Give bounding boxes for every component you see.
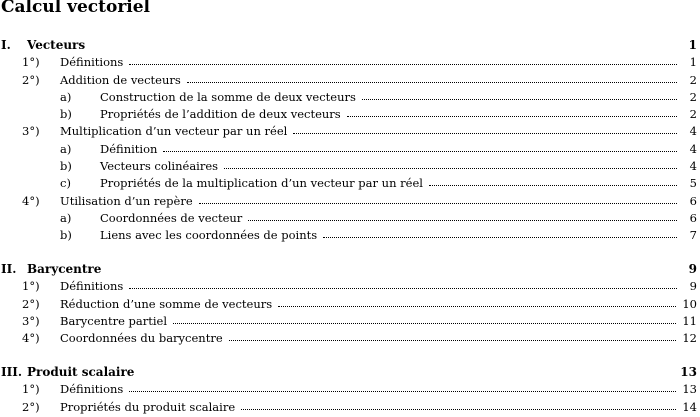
entry-number: c) <box>60 176 71 190</box>
page-number: 11 <box>682 314 697 328</box>
page-number: 13 <box>680 365 697 379</box>
toc-subentry[interactable] <box>0 208 697 225</box>
toc-entry[interactable] <box>0 52 697 69</box>
entry-label: Définitions <box>60 279 124 293</box>
entry-number: a) <box>60 142 72 156</box>
entry-label: Coordonnées de vecteur <box>100 211 243 225</box>
entry-label: Propriétés du produit scalaire <box>60 400 236 414</box>
entry-number: 1°) <box>22 382 40 396</box>
page-number: 4 <box>689 124 697 138</box>
entry-label: Construction de la somme de deux vecteurs <box>100 90 356 104</box>
toc-entry[interactable] <box>0 328 697 345</box>
page-number: 4 <box>689 159 697 173</box>
toc-subentry[interactable] <box>0 104 697 121</box>
dot-leader <box>199 203 677 204</box>
entry-number: 3°) <box>22 314 40 328</box>
toc-section-entry[interactable] <box>0 362 697 379</box>
entry-label: Vecteurs colinéaires <box>100 159 219 173</box>
entry-label: Barycentre partiel <box>60 314 168 328</box>
entry-number: 2°) <box>22 400 40 414</box>
page-number: 14 <box>682 400 697 414</box>
dot-leader <box>323 237 677 238</box>
page-number: 5 <box>689 176 697 190</box>
entry-number: 3°) <box>22 124 40 138</box>
toc-subentry[interactable] <box>0 225 697 242</box>
entry-number: 4°) <box>22 194 40 208</box>
page-number: 7 <box>689 228 697 242</box>
toc-entry[interactable] <box>0 121 697 138</box>
entry-number: b) <box>60 228 72 242</box>
entry-number: III. <box>1 365 23 379</box>
toc-entry[interactable] <box>0 294 697 311</box>
toc-entry[interactable] <box>0 311 697 328</box>
entry-label: Coordonnées du barycentre <box>60 331 223 345</box>
dot-leader <box>129 391 676 392</box>
entry-label: Vecteurs <box>27 38 86 52</box>
toc-subentry[interactable] <box>0 87 697 104</box>
page-number: 1 <box>689 55 697 69</box>
page-number: 2 <box>689 90 697 104</box>
page-number: 1 <box>688 38 697 52</box>
toc-subentry[interactable] <box>0 173 697 190</box>
entry-label: Addition de vecteurs <box>60 73 181 87</box>
entry-label: Multiplication d’un vecteur par un réel <box>60 124 288 138</box>
entry-label: Définitions <box>60 55 124 69</box>
page-number: 2 <box>689 107 697 121</box>
dot-leader <box>278 306 676 307</box>
page-number: 9 <box>689 279 697 293</box>
entry-number: II. <box>1 262 17 276</box>
toc-entry[interactable] <box>0 379 697 396</box>
entry-number: 2°) <box>22 73 40 87</box>
toc-section-entry[interactable] <box>0 35 697 52</box>
entry-label: Définition <box>100 142 158 156</box>
dot-leader <box>347 116 677 117</box>
dot-leader <box>173 323 676 324</box>
entry-number: b) <box>60 107 72 121</box>
dot-leader <box>362 99 677 100</box>
entry-label: Réduction d’une somme de vecteurs <box>60 297 273 311</box>
dot-leader <box>129 64 677 65</box>
entry-number: I. <box>1 38 11 52</box>
toc-section-entry[interactable] <box>0 259 697 276</box>
toc-subentry[interactable] <box>0 156 697 173</box>
page-number: 13 <box>682 382 697 396</box>
dot-leader <box>187 82 677 83</box>
entry-label: Propriétés de l’addition de deux vecteurs <box>100 107 341 121</box>
entry-number: a) <box>60 90 72 104</box>
page-number: 6 <box>689 194 697 208</box>
page-number: 4 <box>689 142 697 156</box>
page-number: 6 <box>689 211 697 225</box>
entry-number: a) <box>60 211 72 225</box>
entry-label: Liens avec les coordonnées de points <box>100 228 318 242</box>
entry-label: Produit scalaire <box>27 365 135 379</box>
dot-leader <box>293 133 677 134</box>
page-number: 9 <box>688 262 697 276</box>
dot-leader <box>163 151 677 152</box>
entry-number: 2°) <box>22 297 40 311</box>
entry-label: Propriétés de la multiplication d’un vecteur par un réel <box>100 176 423 190</box>
toc-entry[interactable] <box>0 191 697 208</box>
dot-leader <box>248 220 677 221</box>
entry-number: 1°) <box>22 279 40 293</box>
entry-number: 4°) <box>22 331 40 345</box>
dot-leader <box>224 168 677 169</box>
dot-leader <box>241 409 676 410</box>
page-number: 12 <box>682 331 697 345</box>
document-title: Calcul vectoriel <box>1 0 151 17</box>
dot-leader <box>129 288 677 289</box>
entry-number: 1°) <box>22 55 40 69</box>
dot-leader <box>429 185 677 186</box>
toc-subentry[interactable] <box>0 139 697 156</box>
toc-entry[interactable] <box>0 276 697 293</box>
entry-label: Barycentre <box>27 262 102 276</box>
entry-label: Utilisation d’un repère <box>60 194 193 208</box>
page-number: 10 <box>682 297 697 311</box>
entry-label: Définitions <box>60 382 124 396</box>
dot-leader <box>229 340 677 341</box>
entry-number: b) <box>60 159 72 173</box>
toc-entry[interactable] <box>0 70 697 87</box>
toc-entry[interactable] <box>0 397 697 414</box>
page-number: 2 <box>689 73 697 87</box>
